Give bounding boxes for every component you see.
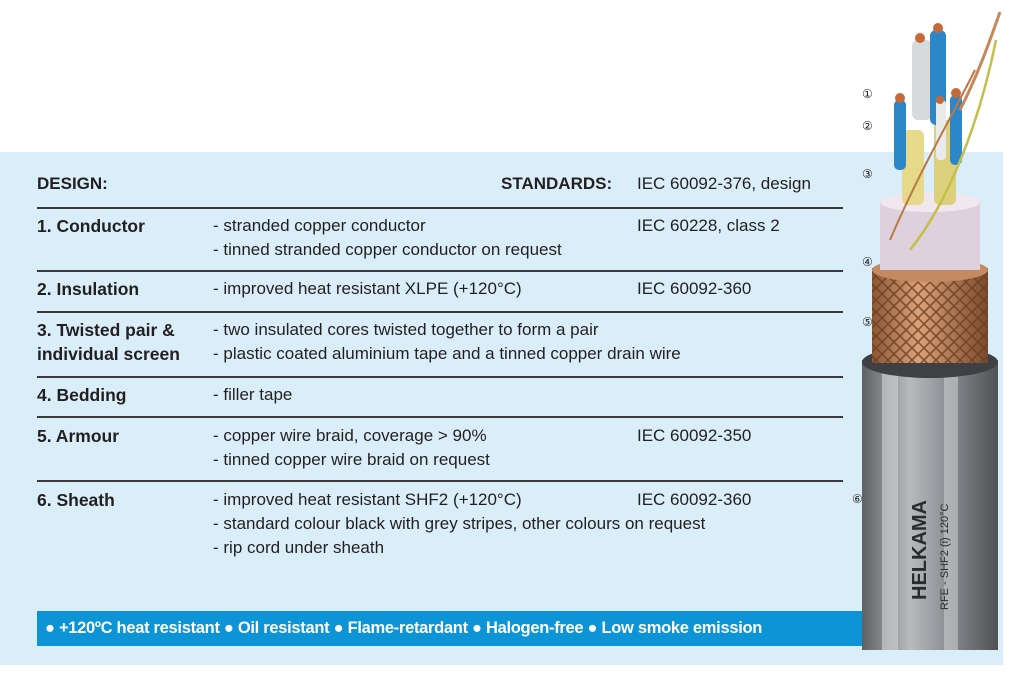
row-desc-line: - stranded copper conductor — [213, 216, 426, 235]
design-heading: DESIGN: — [37, 174, 108, 193]
row-standard: IEC 60092-360 — [637, 490, 752, 509]
sheath-body — [862, 346, 998, 650]
divider — [37, 376, 843, 378]
row-standard: IEC 60092-350 — [637, 426, 752, 445]
row-title: 4. Bedding — [37, 385, 127, 405]
row-desc-line: - copper wire braid, coverage > 90% — [213, 426, 487, 445]
standards-value: IEC 60092-376, design — [637, 174, 811, 193]
row-desc-line: - tinned stranded copper conductor on request — [213, 240, 562, 259]
row-desc-line: - two insulated cores twisted together to form a pair — [213, 320, 599, 339]
callout-6: ⑥ — [852, 492, 863, 506]
row-desc-line: - filler tape — [213, 385, 293, 404]
row-standard: IEC 60092-360 — [637, 279, 752, 298]
callout-2: ② — [862, 119, 873, 133]
cable-marking: RFE - SHF2 (i) 120°C — [939, 503, 951, 610]
row-desc-line: - improved heat resistant XLPE (+120°C) — [213, 279, 522, 298]
row-title: 6. Sheath — [37, 490, 115, 510]
row-title: 3. Twisted pair & — [37, 320, 175, 340]
row-standard: IEC 60228, class 2 — [637, 216, 780, 235]
callout-5: ⑤ — [862, 315, 873, 329]
copper-braid — [872, 258, 988, 363]
row-desc-line: - standard colour black with grey stripes, other colours on request — [213, 514, 706, 533]
features-banner: ● +120ºC heat resistant ● Oil resistant ● Flame-retardant ● Halogen-free ● Low smoke emission — [37, 611, 871, 646]
callout-4: ④ — [862, 255, 873, 269]
row-title: 5. Armour — [37, 426, 120, 446]
cable-brand: HELKAMA — [909, 500, 931, 600]
divider — [37, 416, 843, 418]
cable-illustration — [840, 0, 1024, 673]
divider — [37, 311, 843, 313]
row-desc-line: - rip cord under sheath — [213, 538, 385, 557]
standards-heading: STANDARDS: — [501, 174, 613, 193]
row-desc-line: - tinned copper wire braid on request — [213, 450, 490, 469]
divider — [37, 480, 843, 482]
divider — [37, 207, 843, 209]
callout-1: ① — [862, 87, 873, 101]
row-title: individual screen — [37, 344, 180, 364]
divider — [37, 270, 843, 272]
callout-3: ③ — [862, 167, 873, 181]
row-title: 1. Conductor — [37, 216, 145, 236]
row-desc-line: - improved heat resistant SHF2 (+120°C) — [213, 490, 522, 509]
row-title: 2. Insulation — [37, 279, 140, 299]
row-desc-line: - plastic coated aluminium tape and a tinned copper drain wire — [213, 344, 681, 363]
